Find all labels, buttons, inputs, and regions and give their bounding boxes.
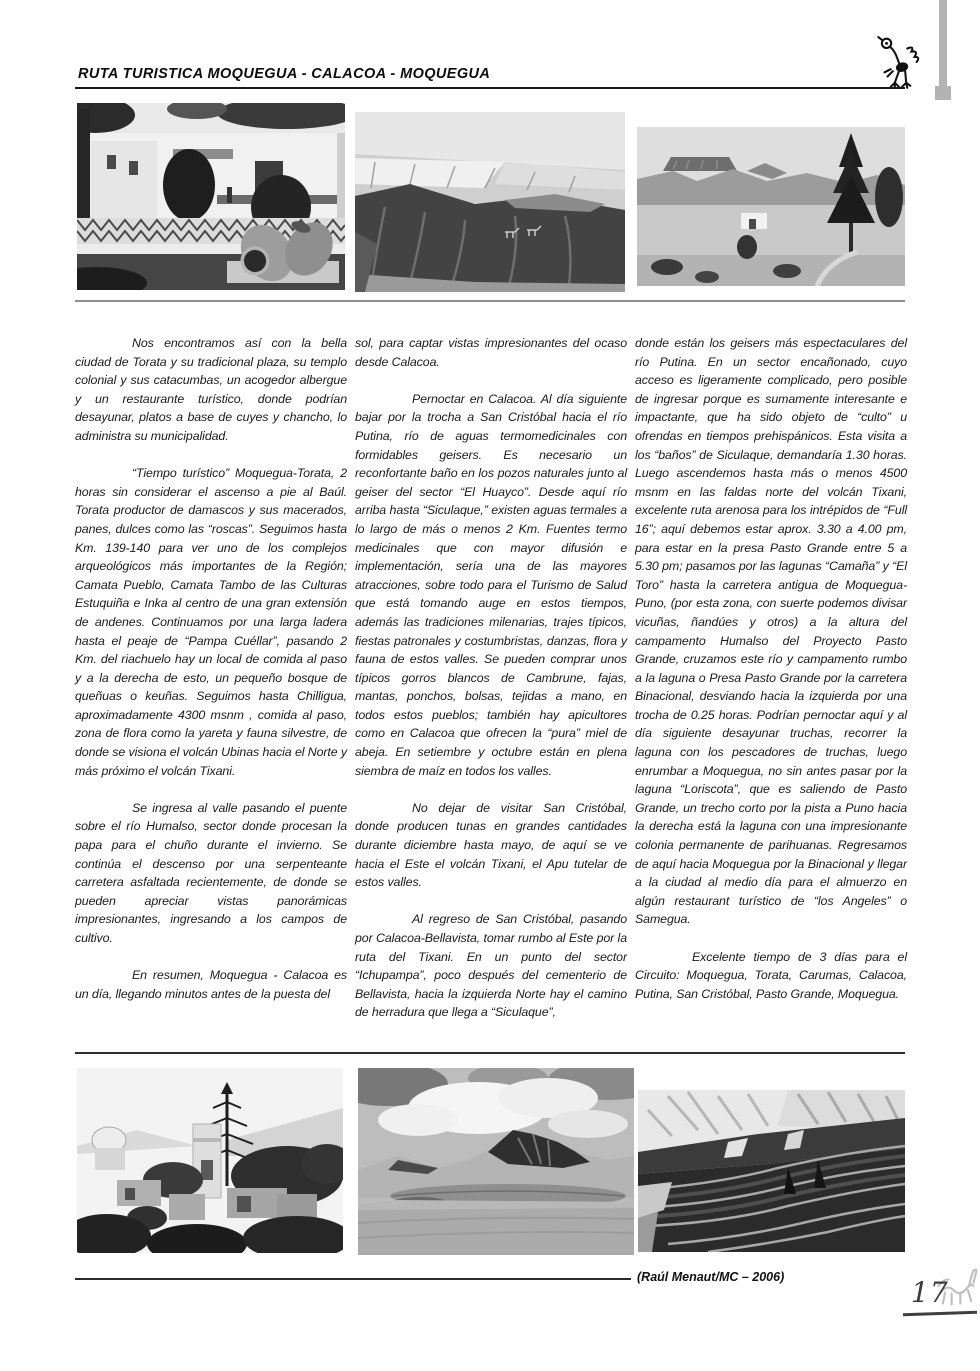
page-title: RUTA TURISTICA MOQUEGUA - CALACOA - MOQUEGUA [78,66,491,82]
page-number: 17 [911,1276,949,1309]
bird-petroglyph-icon [876,34,924,92]
article-column-3 [635,334,907,1022]
paragraph: Excelente tiempo de 3 días para el Circuito: Moquegua, Torata, Carumas, Calacoa, Putina, San Cristóbal, Pasto Grande, Moquegua. [635,949,907,1001]
paragraph: donde están los geisers más espectaculares del río Putina. En un sector encañonado, cuyo acceso es ligeramente complicado, pero posible de ingresar porque es sumamente interesante e impactante, que ha sido objeto de “culto” u ofrendas en tiempos prehispánicos. Esta visita a los “baños” de Siculaque, demandaría 1.30 horas. Luego ascendemos hasta más o menos 4500 msnm en las faldas norte del volcán Tixani, excelente ruta arenosa para los intrépidos de “Full 16”; aquí debemos estar aprox. 3.30 a 4.00 pm, para estar en la presa Pasto Grande entre 5 a 5.30 pm; pasamos por las lagunas “Camaña” y “El Toro” hasta la carretera antigua de Moquegua-Puno, (por esta zona, con suerte podemos divisar vicuñas, ñandúes y otros) a la altura del campamento Humalso del Proyecto Pasto Grande, cruzamos este río y campamento rumbo a la laguna o Presa Pasto Grande por la carretera Binacional, desviando hacia la izquierda por una trocha de 0.25 horas. Podrían pernoctar aquí y al día siguiente desayunar truchas, recorrer la laguna con los pescadores de truchas, luego enrumbar a Moquegua, no sin antes pasar por la laguna “Loriscota”, que es saliendo de Pasto Grande, un trecho corto por la pista a Puno hacia la derecha está la laguna con una impresionante colonia permanente de parihuanas. Regresamos de aquí hacia Moquegua por la Binacional y llegar a la ciudad al medio día para el almuerzo en algún restaurant turístico de “los Angeles” o Samegua. [635,336,907,927]
header-rule [75,87,905,89]
paragraph: En resumen, Moquegua - Calacoa es un día, llegando minutos antes de la puesta del [75,968,347,1001]
paragraph: Al regreso de San Cristóbal, pasando por Calacoa-Bellavista, tomar rumbo al Este por la ruta del Tixani. En un punto del sector “Ichupampa”, poco después del cementerio de Bellavista, hacia la izquierda Norte hay el camino de herradura que llega a “Siculaque”, [355,912,627,1020]
photo-calacoa-village-tower [77,1068,343,1253]
rule-above-bottom-photos [75,1052,905,1054]
article-column-1 [75,334,347,1022]
paragraph: Se ingresa al valle pasando el puente sobre el río Humalso, sector donde procesan la papa para el chuño durante el invierno. Se continúa el descenso por una serpenteante carretera asfaltada recientemente, de donde se pueden apreciar vistas panorámicas impresionantes, ingresando a los campos de cultivo. [75,800,347,945]
article-column-2 [355,334,627,1041]
paragraph: Pernoctar en Calacoa. Al día siguiente bajar por la trocha a San Cristóbal hacia el río Putina, río de aguas termomedicinales con formidables geisers. Es necesario un reconfortante baño en los pozos naturales junto al geiser del sector “El Huayco”. Desde aquí río arriba hasta “Siculaque,” existen aguas termales a lo largo de más o menos 2 Km. Fuentes termo medicinales que con mayor difusión e implementación, sería una de las mayores atracciones, sobre todo para el Turismo de Salud que está tomando auge en estos tiempos, además las tradiciones milenarias, trajes típicos, fiestas patronales y costumbristas, danzas, flora y fauna de estos valles. Se pueden comprar unos típicos gorros blancos de Cambrune, fajas, mantas, ponchos, bolsas, tejidas a mano, en todos estos pueblos; también hay apicultores como en Calacoa que ofrecen la “pura” miel de abeja. En setiembre y octubre están en plena siembra de maíz en todos los valles. [355,391,627,778]
credit-rule [75,1278,631,1280]
photo-crater-lagoon [358,1068,634,1255]
photo-torata-plaza-with-pots [77,103,345,290]
paragraph: Nos encontramos así con la bella ciudad de Torata y su tradicional plaza, su templo colonial y sus catacumbas, un acogedor albergue y un restaurante turístico, donde podrían desayunar, platos a base de cuyes y chancho, lo administra su municipalidad. [75,336,347,443]
photo-valley-mesa-and-pines [637,127,905,286]
paragraph: sol, para captar vistas impresionantes del ocaso desde Calacoa. [355,336,627,369]
photo-hillside-with-geoglyphs [355,112,625,292]
corner-bar-decoration [939,0,947,86]
paragraph: No dejar de visitar San Cristóbal, donde producen tunas en grandes cantidades durante diciembre hasta mayo, de aquí se ve hacia el Este el volcán Tixani, el Apu tutelar de estos valles. [355,800,627,890]
paragraph: “Tiempo turístico” Moquegua-Torata, 2 horas sin considerar el ascenso a pie al Baúl. Torata productor de damascos y sus macerados, panes, dulces como las “roscas”. Seguimos hasta Km. 139-140 para ver uno de los complejos arqueológicos más importantes de la Región; Camata Pueblo, Camata Tambo de las Culturas Estuquiña e Inka al centro de una gran extensión de andenes. Continuamos por una larga ladera hasta el peaje de “Pampa Cuéllar”, pasando 2 Km. del riachuelo hay un local de comida al paso y a la derecha de esto, un pequeño bosque de queñuas o keuñas. Seguimos hasta Chilligua, aproximadamente 4300 msnm , comida al paso, zona de flora como la yareta y fauna silvestre, de donde se visiona el volcán Ubinas hacia el Norte y más próximo el volcán Tixani. [75,466,347,778]
photo-credit: (Raúl Menaut/MC – 2006) [637,1270,785,1284]
photo-andenes-terraces [638,1090,905,1252]
page-number-underline [903,1311,977,1316]
corner-bar-end-decoration [935,86,951,100]
rule-under-top-photos [75,300,905,302]
